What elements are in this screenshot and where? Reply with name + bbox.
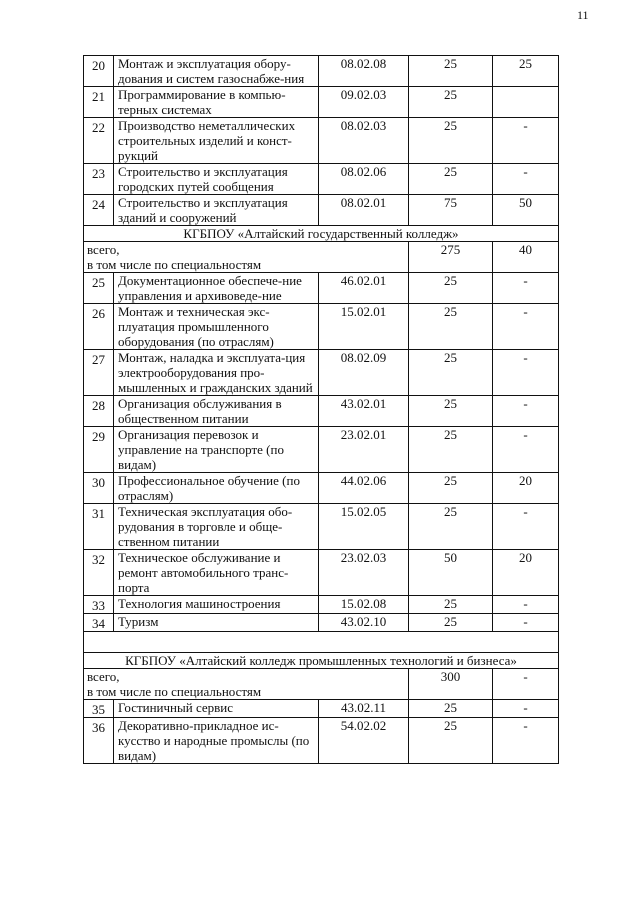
total-value: 25 [409, 427, 493, 473]
total-value: 25 [409, 473, 493, 504]
row-number: 28 [84, 396, 114, 427]
row-number: 23 [84, 164, 114, 195]
summary-row [84, 242, 559, 273]
extra-value: 50 [493, 195, 559, 226]
extra-value: 20 [493, 550, 559, 596]
college-title: КГБПОУ «Алтайский государственный колледж» [84, 226, 559, 242]
summary-label: всего, в том числе по специальностям [84, 669, 409, 700]
specialty-name: Строительство и эксплуатация зданий и сооружений [114, 195, 319, 226]
table-row [84, 718, 559, 764]
extra-value: - [493, 118, 559, 164]
specialty-code: 43.02.10 [319, 614, 409, 632]
total-value: 25 [409, 718, 493, 764]
table-row [84, 700, 559, 718]
extra-value: 25 [493, 56, 559, 87]
extra-value: - [493, 718, 559, 764]
extra-value: - [493, 164, 559, 195]
total-value: 25 [409, 56, 493, 87]
total-value: 25 [409, 396, 493, 427]
table-row [84, 550, 559, 596]
table-row [84, 304, 559, 350]
summary-total: 275 [409, 242, 493, 273]
table-row [84, 350, 559, 396]
specialty-code: 09.02.03 [319, 87, 409, 118]
specialty-name: Гостиничный сервис [114, 700, 319, 718]
specialty-code: 08.02.01 [319, 195, 409, 226]
total-value: 25 [409, 504, 493, 550]
specialty-code: 08.02.09 [319, 350, 409, 396]
table-row [84, 427, 559, 473]
specialty-name: Производство неметаллических строительных изделий и конст-рукций [114, 118, 319, 164]
total-value: 25 [409, 596, 493, 614]
specialty-code: 08.02.06 [319, 164, 409, 195]
specialty-code: 46.02.01 [319, 273, 409, 304]
specialty-name: Документационное обеспече-ние управления и архивоведе-ние [114, 273, 319, 304]
row-number: 33 [84, 596, 114, 614]
extra-value: - [493, 427, 559, 473]
extra-value: - [493, 273, 559, 304]
specialty-name: Монтаж, наладка и эксплуата-ция электрооборудования про-мышленных и гражданских зданий [114, 350, 319, 396]
table-row [84, 473, 559, 504]
specialty-code: 08.02.03 [319, 118, 409, 164]
specialty-code: 23.02.03 [319, 550, 409, 596]
row-number: 22 [84, 118, 114, 164]
extra-value: - [493, 396, 559, 427]
row-number: 27 [84, 350, 114, 396]
extra-value: 20 [493, 473, 559, 504]
total-value: 25 [409, 304, 493, 350]
extra-value: - [493, 614, 559, 632]
summary-extra: 40 [493, 242, 559, 273]
spacer-row [84, 632, 559, 653]
college-title: КГБПОУ «Алтайский колледж промышленных технологий и бизнеса» [84, 653, 559, 669]
college-header-row [84, 226, 559, 242]
specialty-code: 54.02.02 [319, 718, 409, 764]
total-value: 50 [409, 550, 493, 596]
specialty-code: 15.02.08 [319, 596, 409, 614]
total-value: 75 [409, 195, 493, 226]
extra-value: - [493, 304, 559, 350]
total-value: 25 [409, 118, 493, 164]
summary-row [84, 669, 559, 700]
table-row [84, 273, 559, 304]
specialty-code: 15.02.05 [319, 504, 409, 550]
table-row [84, 56, 559, 87]
extra-value: - [493, 350, 559, 396]
row-number: 21 [84, 87, 114, 118]
specialty-name: Строительство и эксплуатация городских путей сообщения [114, 164, 319, 195]
specialty-name: Монтаж и техническая экс-плуатация промышленного оборудования (по отраслям) [114, 304, 319, 350]
row-number: 29 [84, 427, 114, 473]
table-row [84, 596, 559, 614]
specialty-code: 44.02.06 [319, 473, 409, 504]
table-row [84, 87, 559, 118]
table-row [84, 195, 559, 226]
extra-value: - [493, 504, 559, 550]
specialty-name: Профессиональное обучение (по отраслям) [114, 473, 319, 504]
total-value: 25 [409, 350, 493, 396]
specialty-code: 43.02.11 [319, 700, 409, 718]
row-number: 36 [84, 718, 114, 764]
row-number: 34 [84, 614, 114, 632]
specialty-name: Программирование в компью-терных системах [114, 87, 319, 118]
row-number: 25 [84, 273, 114, 304]
row-number: 35 [84, 700, 114, 718]
specialty-name: Технология машиностроения [114, 596, 319, 614]
specialty-code: 43.02.01 [319, 396, 409, 427]
specialty-name: Декоративно-прикладное ис-кусство и народные промыслы (по видам) [114, 718, 319, 764]
specialty-code: 23.02.01 [319, 427, 409, 473]
specialty-name: Организация обслуживания в общественном питании [114, 396, 319, 427]
summary-label: всего, в том числе по специальностям [84, 242, 409, 273]
row-number: 20 [84, 56, 114, 87]
specialty-name: Организация перевозок и управление на транспорте (по видам) [114, 427, 319, 473]
total-value: 25 [409, 700, 493, 718]
page-number: 11 [577, 8, 589, 22]
total-value: 25 [409, 87, 493, 118]
row-number: 31 [84, 504, 114, 550]
extra-value [493, 87, 559, 118]
row-number: 24 [84, 195, 114, 226]
summary-extra: - [493, 669, 559, 700]
table-row [84, 614, 559, 632]
specialty-name: Туризм [114, 614, 319, 632]
table-row [84, 118, 559, 164]
specialty-name: Монтаж и эксплуатация обору-дования и систем газоснабже-ния [114, 56, 319, 87]
extra-value: - [493, 700, 559, 718]
table-row [84, 396, 559, 427]
row-number: 32 [84, 550, 114, 596]
specialty-code: 15.02.01 [319, 304, 409, 350]
total-value: 25 [409, 164, 493, 195]
college-header-row [84, 653, 559, 669]
specialty-code: 08.02.08 [319, 56, 409, 87]
table-row [84, 164, 559, 195]
summary-total: 300 [409, 669, 493, 700]
total-value: 25 [409, 614, 493, 632]
row-number: 30 [84, 473, 114, 504]
table-row [84, 504, 559, 550]
specialty-name: Техническое обслуживание и ремонт автомобильного транс-порта [114, 550, 319, 596]
total-value: 25 [409, 273, 493, 304]
specialties-table [83, 55, 559, 764]
row-number: 26 [84, 304, 114, 350]
extra-value: - [493, 596, 559, 614]
specialty-name: Техническая эксплуатация обо-рудования в торговле и обще-ственном питании [114, 504, 319, 550]
spacer-cell [84, 632, 559, 653]
